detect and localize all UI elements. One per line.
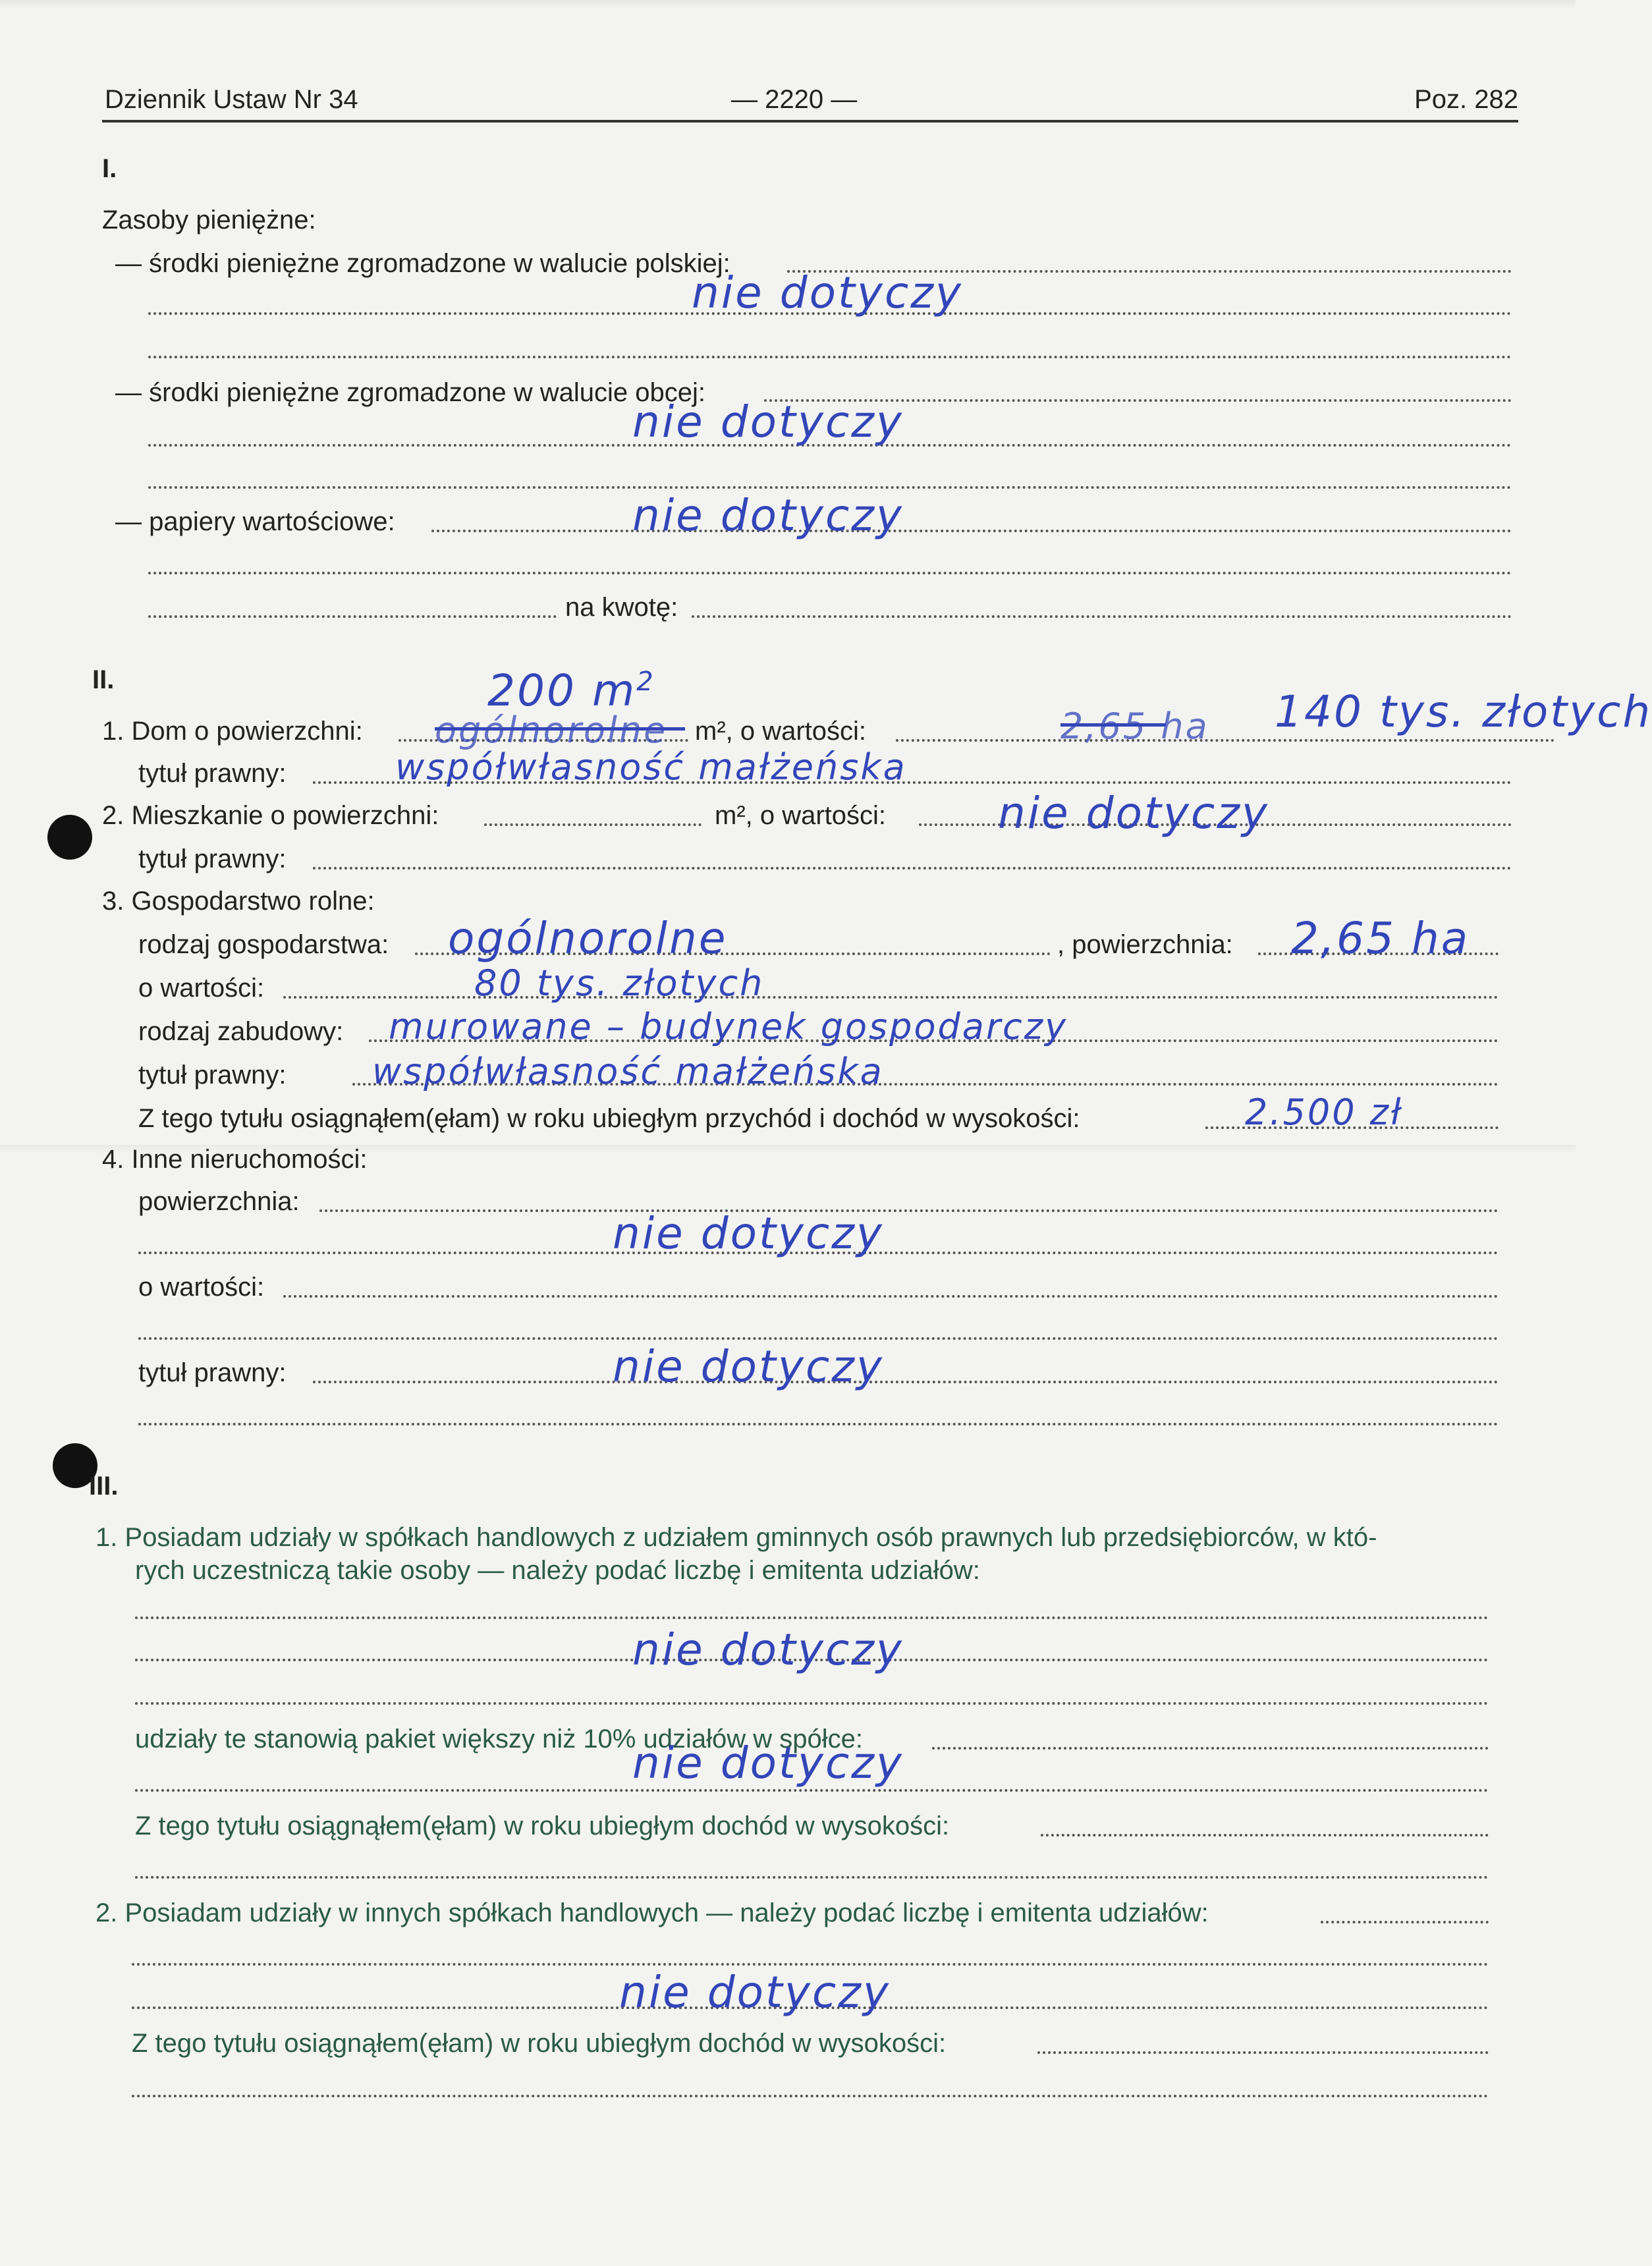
section-2-number: II. [92,665,115,694]
top-edge-shadow [0,0,1576,9]
position-number: Poz. 282 [1414,85,1518,114]
dotted-line [135,1702,1489,1705]
other-title-label: tytuł prawny: [138,1358,287,1387]
other-area-label: powierzchnia: [138,1187,300,1216]
house-value: 140 tys. złotych [1275,686,1652,737]
dotted-line [148,356,1512,358]
pln-funds-label: — środki pieniężne zgromadzone w walucie polskiej: [115,249,730,278]
dotted-line [148,486,1512,489]
dotted-line [138,1423,1499,1425]
other-area-value: nie dotyczy [613,1208,884,1259]
q2-label: 2. Posiadam udziały w innych spółkach handlowych — należy podać liczbę i emitenta udziałów: [96,1898,1209,1927]
farm-income-label: Z tego tytułu osiągnąłem(ęłam) w roku ubiegłym przychód i dochód w wysokości: [138,1104,1080,1133]
strike-through [1060,723,1166,727]
farm-value: 80 tys. złotych [474,962,765,1004]
section-1-number: I. [102,154,117,183]
q1-package-label: udziały te stanowią pakiet większy niż 10% udziałów w spółce: [135,1725,863,1754]
q1-value: nie dotyczy [632,1624,904,1675]
dotted-line [431,530,1512,532]
dotted-line [148,615,557,618]
punch-hole [47,815,92,860]
buildings-label: rodzaj zabudowy: [138,1017,344,1046]
q1-income-label: Z tego tytułu osiągnąłem(ęłam) w roku ubiegłym dochód w wysokości: [135,1811,950,1840]
flat-m2-label: m², o wartości: [715,801,887,830]
securities-label: — papiery wartościowe: [115,507,395,536]
page-header [102,79,1518,123]
section-3-number: III. [89,1472,119,1501]
other-value-label: o wartości: [138,1273,265,1302]
farm-area-value: 2,65 ha [1291,913,1470,964]
q1-text-line2: rych uczestniczą takie osoby — należy podać liczbę i emitenta udziałów: [135,1556,980,1585]
pln-funds-value: nie dotyczy [692,267,963,318]
flat-title-label: tytuł prawny: [138,844,287,873]
house-area-struck: ogólnorolne [435,709,668,751]
dotted-line [1041,1834,1489,1837]
dotted-line [313,1381,1499,1383]
dotted-line [283,1295,1499,1298]
other-property-label: 4. Inne nieruchomości: [102,1145,368,1174]
buildings-value: murowane – budynek gospodarczy [389,1006,1068,1047]
house-area-handwritten: 200 $m^2$ [487,665,655,716]
dotted-line [135,1876,1489,1879]
farm-title-label: tytuł prawny: [138,1061,287,1090]
house-title-value: współwłasność małżeńska [395,746,907,788]
dotted-line [132,2095,1489,2097]
farm-type-value: ogólnorolne [448,913,728,964]
farm-area-label: , powierzchnia: [1057,930,1233,959]
flat-value: nie dotyczy [998,788,1269,839]
dotted-line [135,1789,1489,1792]
dotted-line [313,867,1512,870]
q1-text-line1: 1. Posiadam udziały w spółkach handlowych z udziałem gminnych osób prawnych lub przedsiębiorców, w któ- [96,1523,1377,1552]
securities-value: nie dotyczy [632,490,904,541]
q1-package-value: nie dotyczy [632,1738,904,1788]
section-1-title: Zasoby pieniężne: [102,206,316,235]
q2-value: nie dotyczy [619,1967,891,2018]
house-m2-label: m², o wartości: [695,717,867,746]
dotted-line [138,1337,1499,1340]
dotted-line [132,1963,1489,1966]
dotted-line [1037,2051,1489,2054]
dotted-line [1321,1921,1489,1923]
dotted-line [484,823,702,826]
dotted-line [148,572,1512,574]
strike-through [435,727,685,731]
dotted-line [932,1747,1489,1750]
dotted-line [135,1617,1489,1619]
page-number: — 2220 — [731,85,858,114]
house-value-struck: 2,65 ha [1060,705,1209,747]
house-label: 1. Dom o powierzchni: [102,717,363,746]
dotted-line [692,615,1512,618]
flat-label: 2. Mieszkanie o powierzchni: [102,801,439,830]
farm-value-label: o wartości: [138,974,265,1003]
dotted-line [319,1209,1499,1212]
fx-funds-value: nie dotyczy [632,397,904,447]
house-title-label: tytuł prawny: [138,759,287,788]
farm-title-value: współwłasność małżeńska [372,1051,884,1092]
other-title-value: nie dotyczy [613,1341,884,1392]
dotted-line [896,739,1555,742]
journal-name: Dziennik Ustaw Nr 34 [105,85,358,114]
q2-income-label: Z tego tytułu osiągnąłem(ęłam) w roku ubiegłym dochód w wysokości: [132,2029,947,2058]
amount-label: na kwotę: [565,593,678,622]
fx-funds-label: — środki pieniężne zgromadzone w walucie obcej: [115,378,706,407]
dotted-line [283,996,1499,999]
farm-type-label: rodzaj gospodarstwa: [138,930,389,959]
farm-label: 3. Gospodarstwo rolne: [102,887,375,916]
farm-income-value: 2.500 zł [1245,1092,1403,1133]
